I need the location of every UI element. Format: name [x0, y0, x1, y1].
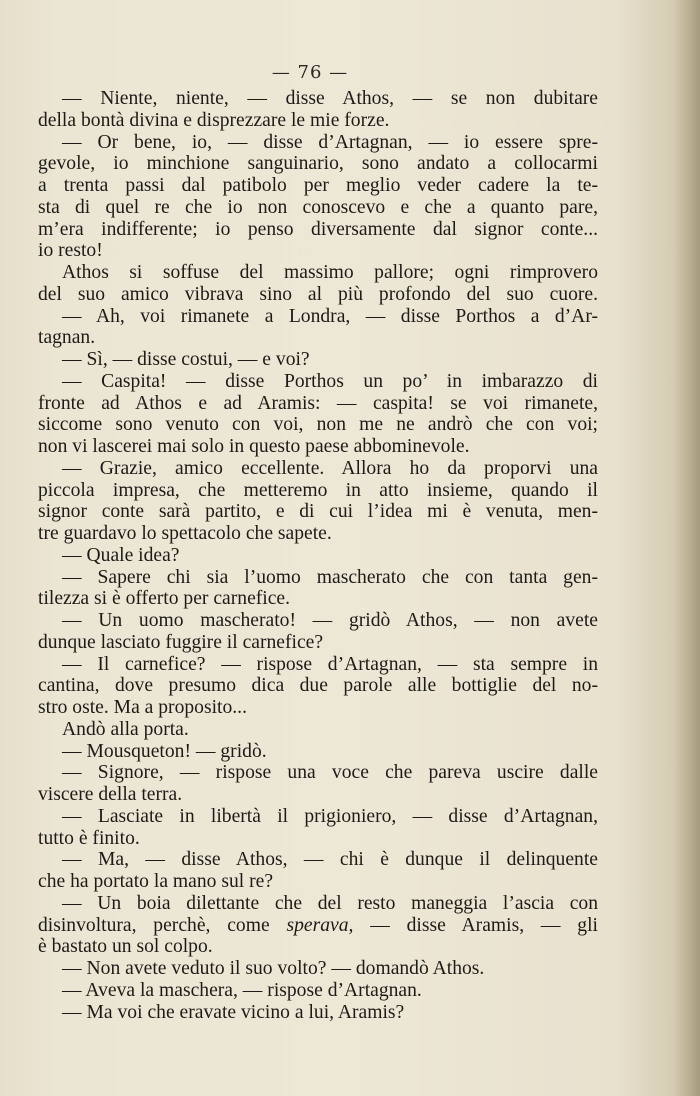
text-line [38, 262, 598, 284]
text-line [38, 197, 598, 219]
text-line-content: non vi lascerei mai solo in questo paese abbominevole. [38, 436, 470, 457]
text-line-content: fronte ad Athos e ad Aramis: — caspita! se voi rimanete, [38, 392, 598, 414]
text-line-content: tagnan. [38, 327, 96, 349]
text-line-content: — Or bene, io, — disse d’Artagnan, — io essere spre- [62, 131, 598, 153]
text-line [38, 936, 598, 958]
text-line-content: che ha portato la mano sul re? [38, 871, 274, 892]
text-line-content: — Un uomo mascherato! — gridò Athos, — non avete [62, 610, 598, 631]
text-line-content: Athos si soffuse del massimo pallore; ogni rimprovero [62, 262, 598, 283]
text-line-content: — Non avete veduto il suo volto? — domandò Athos. [62, 958, 485, 979]
text-line [38, 371, 598, 393]
text-line [38, 1002, 598, 1024]
page-number: — 76 — [271, 62, 349, 83]
text-line-content: cantina, dove presumo dica due parole alle bottiglie del no- [38, 675, 598, 697]
text-line [38, 915, 598, 937]
text-line-content: — Il carnefice? — rispose d’Artagnan, — sta sempre in [62, 653, 598, 675]
text-line-content: — Ma voi che eravate vicino a lui, Aramis? [62, 1001, 405, 1023]
text-line-content: tutto è finito. [38, 827, 140, 849]
text-line-content: signor conte sarà partito, e di cui l’idea mi è venuta, men- [38, 501, 598, 523]
text-line [38, 632, 598, 654]
text-line [38, 719, 598, 741]
text-line-content: — Sì, — disse costui, — e voi? [62, 349, 310, 370]
text-line [38, 545, 598, 567]
text-line [38, 828, 598, 850]
text-line-content: piccola impresa, che metteremo in atto insieme, quando il [38, 479, 598, 501]
text-line-content: tilezza si è offerto per carnefice. [38, 588, 291, 610]
text-line [38, 784, 598, 806]
text-line-content: — Sapere chi sia l’uomo mascherato che con tanta gen- [62, 566, 598, 588]
text-line-content: — Ah, voi rimanete a Londra, — disse Porthos a d’Ar- [62, 305, 598, 327]
text-line [38, 523, 598, 545]
text-line [38, 240, 598, 262]
text-line-content: m’era indifferente; io penso diversamente dal signor conte... [38, 218, 598, 240]
text-line-content: disinvoltura, perchè, come [38, 914, 287, 936]
text-line [38, 88, 598, 110]
text-line-content: sta di quel re che io non conoscevo e che a quanto pare, [38, 196, 598, 218]
text-line [38, 806, 598, 828]
text-line-content: — Signore, — rispose una voce che pareva uscire dalle [62, 762, 598, 784]
text-line-content: Andò alla porta. [62, 718, 189, 740]
text-line [38, 610, 598, 632]
text-line-content: — Mousqueton! — gridò. [62, 740, 267, 762]
text-line [38, 327, 598, 349]
text-line [38, 958, 598, 980]
text-line-content: è bastato un sol colpo. [38, 936, 213, 958]
text-line [38, 349, 598, 371]
text-line [38, 132, 598, 154]
text-line [38, 284, 598, 306]
text-line-content: — Quale idea? [62, 544, 180, 566]
text-line-content: tre guardavo lo spettacolo che sapete. [38, 523, 332, 544]
text-line [38, 849, 598, 871]
text-line [38, 675, 598, 697]
text-line [38, 480, 598, 502]
text-line-content: stro oste. Ma a proposito... [38, 697, 247, 718]
text-line-continuation: — disse Aramis, — gli [353, 914, 598, 936]
text-line [38, 306, 598, 328]
text-line [38, 153, 598, 175]
page-edge-shadow [674, 0, 700, 1096]
text-line-content: io resto! [38, 240, 103, 262]
text-line [38, 501, 598, 523]
text-line-content: dunque lasciato fuggire il carnefice? [38, 631, 324, 653]
text-line-content: della bontà divina e disprezzare le mie forze. [38, 109, 390, 131]
text-line-content: — Ma, — disse Athos, — chi è dunque il delinquente [62, 849, 598, 871]
text-line [38, 654, 598, 676]
text-line [38, 697, 598, 719]
text-line [38, 980, 598, 1002]
text-line-content: — Un boia dilettante che del resto maneggia l’ascia con [62, 892, 598, 914]
text-line-content: — Aveva la maschera, — rispose d’Artagnan. [62, 979, 422, 1001]
text-line [38, 393, 598, 415]
text-line [38, 414, 598, 436]
text-line [38, 588, 598, 610]
text-line [38, 871, 598, 893]
text-line [38, 458, 598, 480]
text-line-content: siccome sono venuto con voi, non me ne andrò che con voi; [38, 414, 598, 436]
text-line [38, 110, 598, 132]
text-line-content: — Grazie, amico eccellente. Allora ho da proporvi una [62, 457, 598, 479]
text-line [38, 741, 598, 763]
text-line [38, 175, 598, 197]
text-line-italic: sperava, [286, 914, 354, 936]
text-line [38, 436, 598, 458]
text-line-content: — Lasciate in libertà il prigioniero, — disse d’Artagnan, [62, 805, 598, 827]
text-line-content: gevole, io minchione sanguinario, sono andato a collocarmi [38, 153, 598, 175]
text-line [38, 567, 598, 589]
text-line [38, 762, 598, 784]
text-line [38, 219, 598, 241]
text-line-content: del suo amico vibrava sino al più profondo del suo cuore. [38, 283, 598, 305]
text-line-content: a trenta passi dal patibolo per meglio veder cadere la te- [38, 175, 598, 196]
body-text [38, 88, 598, 1023]
text-line-content: viscere della terra. [38, 784, 183, 805]
text-line [38, 893, 598, 915]
text-line-content: — Caspita! — disse Porthos un po’ in imbarazzo di [62, 370, 598, 392]
text-line-content: — Niente, niente, — disse Athos, — se non dubitare [62, 88, 598, 109]
